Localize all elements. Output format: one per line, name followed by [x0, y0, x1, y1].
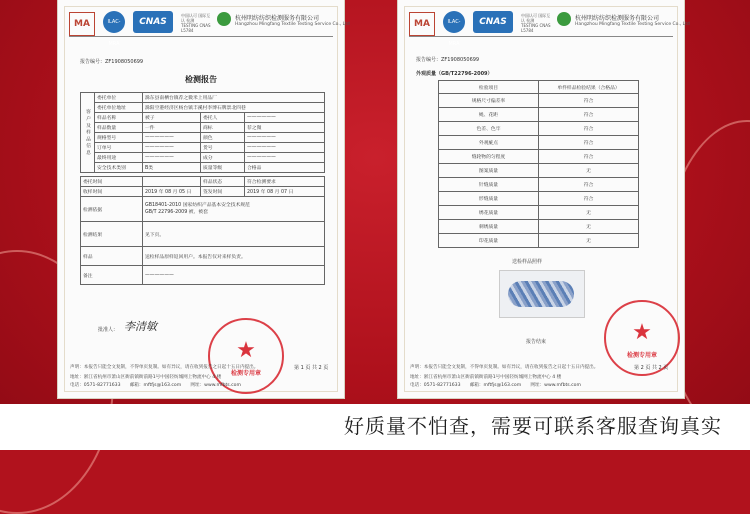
appearance-quality-table	[438, 80, 639, 248]
cell: ——————	[143, 153, 201, 163]
cell: 2019 年 08 月 05 日	[143, 187, 201, 197]
company-name: 杭州明纺纺织检测服务有限公司	[575, 15, 660, 22]
cnas-caption: 中国认可 国际互认 检测 TESTING CNAS L5784	[521, 13, 551, 33]
cell: 检测结果	[81, 222, 143, 247]
cell: 2019 年 08 月 07 日	[245, 187, 325, 197]
cell: 无	[539, 164, 639, 178]
report-title: 检测报告	[185, 75, 217, 84]
cell: 质量等级	[201, 163, 245, 173]
header-cell: 检验项目	[439, 81, 539, 94]
cell: ——————	[245, 153, 325, 163]
cell: 绣花质量	[439, 206, 539, 220]
cell: 样品	[81, 247, 143, 266]
sample-photo	[499, 270, 585, 318]
cell: 一件	[143, 123, 201, 133]
cell: 无	[539, 220, 639, 234]
cell: 缝轮物的匀程度	[439, 150, 539, 164]
cell: 检测依据	[81, 197, 143, 222]
approver-label: 批准人：	[98, 327, 119, 333]
cell: 见下页。	[143, 222, 325, 247]
cell: 针缝质量	[439, 178, 539, 192]
company-name: 杭州明纺纺织检测服务有限公司	[235, 15, 320, 22]
page-number: 第 2 页 共 2 页	[634, 365, 669, 371]
cell: 安全技术类别	[95, 163, 143, 173]
header-cell: 单件样品检验结果（合格品）	[539, 81, 639, 94]
cell: 符合	[539, 94, 639, 108]
report-number: 报告编号：ZF1908050699	[80, 59, 144, 65]
side-label: 客户及样品信息	[81, 93, 95, 173]
cell: 无	[539, 234, 639, 248]
cell: 滁阳空港经济区杨台镇丰溪村李博石牌景北四巷	[143, 103, 325, 113]
quilt-bag-image	[508, 281, 574, 307]
cell: 合格品	[245, 163, 325, 173]
cell: 符合	[539, 150, 639, 164]
seal-text: 检测专用章	[230, 370, 261, 377]
cnas-logo: CNAS	[473, 11, 513, 33]
statement: 声明：本报告只能全文复制，不得单页复制。如有异议，请在收到报告之日起十五日内提出。	[410, 365, 599, 370]
cell: 外观疵点	[439, 136, 539, 150]
statement: 声明：本报告只能全文复制，不得单页复制。如有异议，请在收到报告之日起十五日内提出。	[70, 365, 259, 370]
cell: 符合	[539, 136, 639, 150]
cell: 符合检测要求	[245, 177, 325, 187]
cell: 被子	[143, 113, 201, 123]
test-report-page-1	[58, 0, 350, 398]
cell: 成分	[201, 153, 245, 163]
cell: ——————	[143, 266, 325, 285]
cell: B类	[143, 163, 201, 173]
cell: 颜色	[201, 133, 245, 143]
cell: 商标	[201, 123, 245, 133]
ilac-mra-logo: ILAC-MRA	[443, 11, 465, 33]
cell: 滁东县南栖台镇荐之微米上用品厂	[143, 93, 325, 103]
ilac-mra-logo: ILAC-MRA	[103, 11, 125, 33]
cell: 规格型号	[95, 133, 143, 143]
cell: 刺绣质量	[439, 220, 539, 234]
cell: 符合	[539, 122, 639, 136]
company-logo-icon	[557, 12, 571, 26]
test-report-page-2	[398, 0, 690, 398]
cell: ——————	[245, 143, 325, 153]
cell: 形缝质量	[439, 192, 539, 206]
section-title: 外观质量（GB/T22796-2009）	[416, 71, 493, 77]
report-number: 报告编号：ZF1908050699	[416, 57, 480, 63]
report-end: 报告结束	[526, 339, 547, 345]
page-number: 第 1 页 共 2 页	[294, 365, 329, 371]
cell: 送检样品原样返回用户。本报告仅对来样负责。	[143, 247, 325, 266]
cell: 图案质量	[439, 164, 539, 178]
cell: 委托人	[201, 113, 245, 123]
cell	[143, 177, 201, 187]
company-name-en: Hangzhou Mingfang Textile Testing Service Co., Ltd	[575, 22, 690, 27]
company-logo-icon	[217, 12, 231, 26]
cnas-caption: 中国认可 国际互认 检测 TESTING CNAS L5784	[181, 13, 211, 33]
basis-line: GB/T 22796-2009 被、被套	[145, 210, 208, 215]
cell: 最终用途	[95, 153, 143, 163]
cell: 委托时间	[81, 177, 143, 187]
cell: 色差、色牢	[439, 122, 539, 136]
cell: 货号	[201, 143, 245, 153]
cell: 符合	[539, 108, 639, 122]
seal-text: 检测专用章	[626, 352, 657, 359]
slogan-text: 好质量不怕查，需要可联系客服查询真实	[344, 414, 722, 438]
cell: 绳、花距	[439, 108, 539, 122]
cell: 无	[539, 206, 639, 220]
cell: 荐之微	[245, 123, 325, 133]
cma-logo: MA	[69, 12, 95, 36]
report-details-table	[80, 176, 325, 285]
address: 地址：浙江省杭州市萧山区衙前镇衙前路1号中国轻纺城网上物流中心 4 楼	[70, 375, 222, 380]
cell: 规格尺寸偏差率	[439, 94, 539, 108]
cell: 委托单位	[95, 93, 143, 103]
cell: 样品名称	[95, 113, 143, 123]
certification-logos	[409, 10, 690, 47]
inspection-seal: ★ 检测专用章	[604, 300, 680, 376]
photo-caption: 送检样品照样	[512, 259, 543, 265]
cell: 订单号	[95, 143, 143, 153]
client-info-table	[80, 92, 325, 173]
cell: 备注	[81, 266, 143, 285]
cell: ——————	[245, 133, 325, 143]
cell	[143, 197, 325, 222]
signature: 李清敏	[124, 320, 157, 333]
cell: 符合	[539, 192, 639, 206]
cnas-logo: CNAS	[133, 11, 173, 33]
basis-line: GB18401-2010 国家纺织产品基本安全技术规范	[145, 203, 250, 208]
cell: 委托单位地址	[95, 103, 143, 113]
contact: 电话：0571-82771633 邮箱：mftfjs@163.com 网址：www.mfbts.com	[410, 383, 581, 388]
contact: 电话：0571-82771633 邮箱：mftfjs@163.com 网址：www.mfbts.com	[70, 383, 241, 388]
cell: 样品数量	[95, 123, 143, 133]
cell: 印花质量	[439, 234, 539, 248]
cell: ——————	[143, 143, 201, 153]
cell: 收样时间	[81, 187, 143, 197]
cell: ——————	[143, 133, 201, 143]
cell: 样品状态	[201, 177, 245, 187]
slogan-bar	[0, 404, 750, 450]
cma-logo: MA	[409, 12, 435, 36]
inspection-seal: ★ 检测专用章	[208, 318, 284, 394]
certification-logos	[69, 10, 350, 47]
cell: 签发时间	[201, 187, 245, 197]
cell: 符合	[539, 178, 639, 192]
company-name-en: Hangzhou Mingfang Textile Testing Service Co., Ltd	[235, 22, 350, 27]
address: 地址：浙江省杭州市萧山区衙前镇衙前路1号中国轻纺城网上物流中心 4 楼	[410, 375, 562, 380]
cell: ——————	[245, 113, 325, 123]
